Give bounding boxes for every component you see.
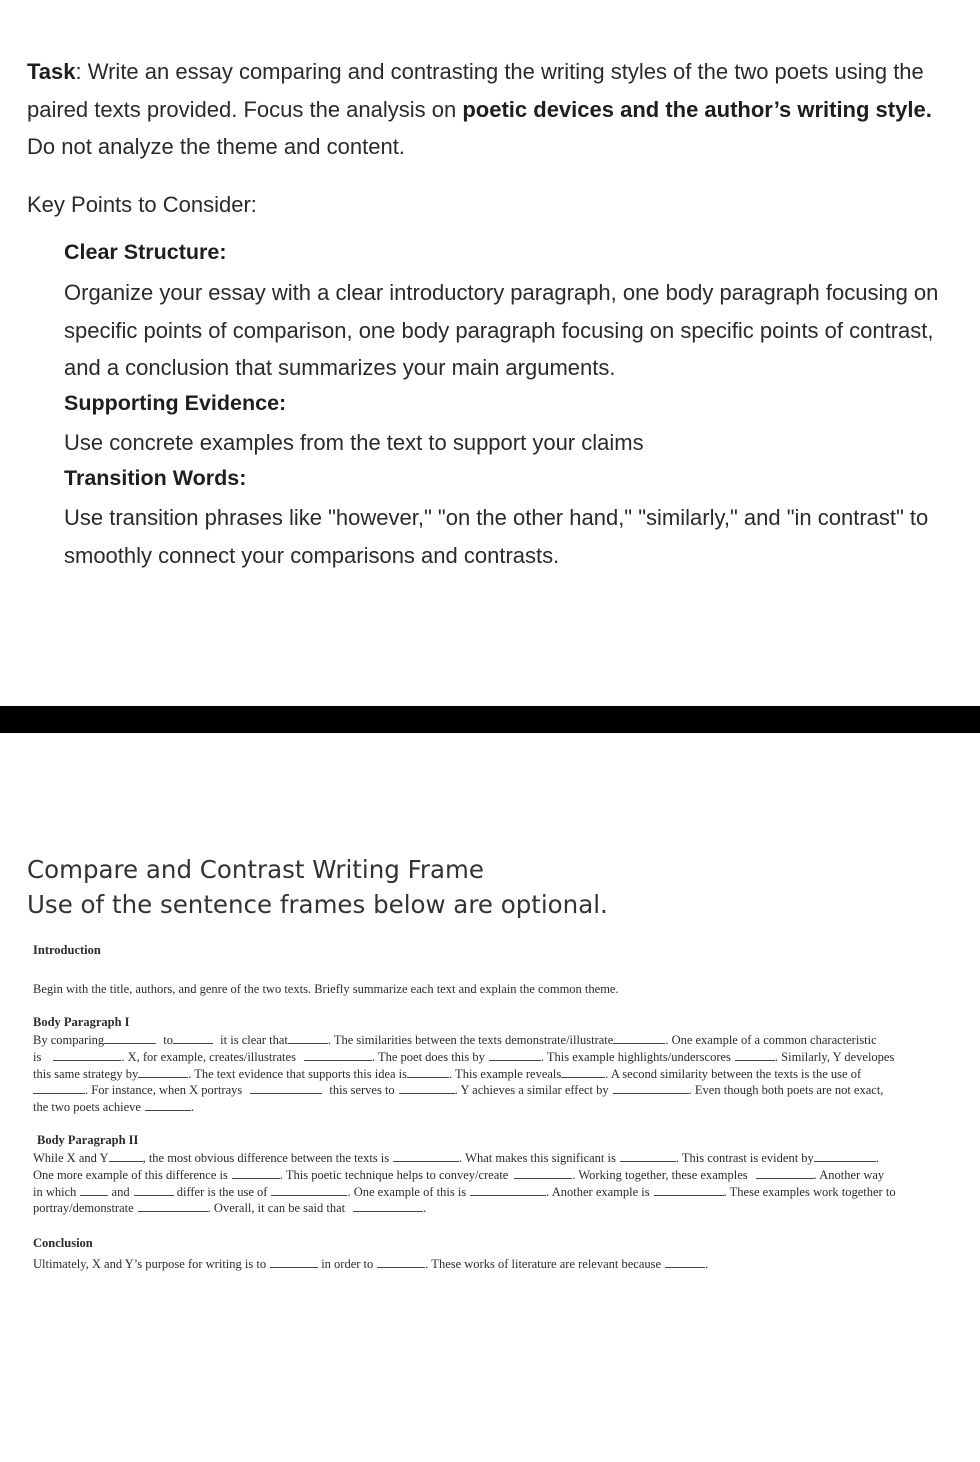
body2-line-4 <box>33 1200 968 1217</box>
task-label: Task <box>27 59 76 84</box>
blank-field[interactable] <box>654 1185 724 1196</box>
blank-field[interactable] <box>620 1151 676 1162</box>
frame-text: . This example highlights/underscores <box>540 1049 731 1064</box>
supporting-evidence-body: Use concrete examples from the text to support your claims <box>64 430 644 455</box>
blank-field[interactable] <box>304 1050 372 1061</box>
transition-words-body: Use transition phrases like "however," "on the other hand," "similarly," and "in contrast" to smoothly connect your comparisons and contrasts. <box>64 505 929 568</box>
frame-text: , the most obvious difference between the texts is <box>142 1151 390 1165</box>
blank-field[interactable] <box>814 1151 876 1162</box>
frame-text: in which <box>33 1184 77 1199</box>
frame-text: . One example of a common characteristic <box>665 1033 877 1047</box>
frame-text: it is clear that <box>220 1033 288 1047</box>
blank-field[interactable] <box>756 1168 814 1179</box>
page-divider <box>0 706 980 733</box>
frame-text: . These works of literature are relevant because <box>425 1257 662 1271</box>
body1-line-5 <box>33 1099 968 1116</box>
frame-text: . <box>705 1257 709 1271</box>
frame-text: . Another example is <box>546 1184 650 1199</box>
frame-text: differ is the use of <box>176 1184 268 1199</box>
body2-line-2 <box>33 1167 968 1184</box>
frame-text: . <box>875 1151 879 1165</box>
blank-field[interactable] <box>514 1168 572 1179</box>
frame-text: . Another way <box>813 1167 885 1182</box>
frame-text: . This contrast is evident by <box>675 1151 814 1165</box>
blank-field[interactable] <box>613 1033 665 1044</box>
blank-field[interactable] <box>270 1257 318 1268</box>
blank-field[interactable] <box>109 1151 143 1162</box>
blank-field[interactable] <box>104 1033 156 1044</box>
task-bold-focus: poetic devices and the author’s writing style. <box>462 96 932 122</box>
blank-field[interactable] <box>145 1100 191 1111</box>
transition-words-title: Transition Words: <box>64 466 247 490</box>
blank-field[interactable] <box>53 1050 121 1061</box>
frame-text: to <box>163 1033 174 1047</box>
clear-structure-body: Organize your essay with a clear introductory paragraph, one body paragraph focusing on specific points of comparison, one body paragraph focusing on specific points of contrast, and a conclusion that summarizes your main arguments. <box>64 280 939 380</box>
frame-text: . This poetic technique helps to convey/create <box>279 1167 509 1182</box>
blank-field[interactable] <box>138 1067 188 1078</box>
blank-field[interactable] <box>399 1083 455 1094</box>
body1-line-3 <box>33 1066 968 1083</box>
frame-text: . <box>423 1201 427 1216</box>
blank-field[interactable] <box>489 1050 541 1061</box>
blank-field[interactable] <box>407 1067 449 1078</box>
blank-field[interactable] <box>271 1185 347 1196</box>
body1-line-1 <box>33 1032 968 1049</box>
introduction-heading: Introduction <box>33 943 101 957</box>
blank-field[interactable] <box>561 1067 605 1078</box>
key-points-heading: Key Points to Consider: <box>27 192 257 217</box>
blank-field[interactable] <box>613 1083 689 1094</box>
frame-text: . Working together, these examples <box>572 1167 748 1182</box>
frame-text: . For instance, when X portrays <box>85 1083 243 1098</box>
blank-field[interactable] <box>138 1201 208 1212</box>
frame-text: By comparing <box>33 1033 105 1047</box>
frame-text: While X and Y <box>33 1151 109 1165</box>
supporting-evidence-title: Supporting Evidence: <box>64 391 287 415</box>
blank-field[interactable] <box>353 1201 423 1212</box>
frame-text: . Overall, it can be said that <box>207 1201 346 1216</box>
frame-text: . These examples work together to <box>723 1184 896 1199</box>
blank-field[interactable] <box>232 1168 280 1179</box>
frame-text: Ultimately, X and Y’s purpose for writing is to <box>33 1257 267 1271</box>
frame-text: . What makes this significant is <box>459 1151 616 1165</box>
body-paragraph-2-frame <box>33 1150 968 1217</box>
blank-field[interactable] <box>735 1050 775 1061</box>
task-paragraph <box>27 53 947 166</box>
blank-field[interactable] <box>250 1083 322 1094</box>
task-text-2: Do not analyze the theme and content. <box>27 134 405 159</box>
frame-text: . The text evidence that supports this idea is <box>188 1066 408 1081</box>
blank-field[interactable] <box>665 1257 705 1268</box>
body2-line-1 <box>33 1150 968 1167</box>
frame-text: is <box>33 1049 42 1064</box>
conclusion-heading: Conclusion <box>33 1236 93 1250</box>
body-paragraph-1-heading: Body Paragraph I <box>33 1015 130 1029</box>
blank-field[interactable] <box>288 1033 328 1044</box>
frame-text: in order to <box>321 1257 374 1271</box>
conclusion-line-1 <box>33 1256 968 1273</box>
task-text-1: : Write an essay comparing and contrasting the writing styles of the two poets using the paired texts provided. Focus the analysis on <box>27 59 924 122</box>
body-paragraph-1-frame <box>33 1032 968 1116</box>
frame-text: . Even though both poets are not exact, <box>688 1083 884 1098</box>
frame-text: One more example of this difference is <box>33 1167 228 1182</box>
frame-text: the two poets achieve <box>33 1100 141 1115</box>
frame-text: . One example of this is <box>347 1184 467 1199</box>
frame-text: this serves to <box>329 1083 395 1098</box>
frame-text: portray/demonstrate <box>33 1201 134 1216</box>
blank-field[interactable] <box>33 1083 85 1094</box>
frame-text: . <box>190 1100 195 1115</box>
blank-field[interactable] <box>80 1185 108 1196</box>
conclusion-frame <box>33 1256 968 1273</box>
frame-text: . The poet does this by <box>371 1049 485 1064</box>
body1-line-2 <box>33 1049 968 1066</box>
blank-field[interactable] <box>393 1151 459 1162</box>
frame-text: and <box>111 1184 130 1199</box>
frame-text: . This example reveals <box>449 1066 562 1081</box>
frame-text: . The similarities between the texts demonstrate/illustrate <box>327 1033 614 1047</box>
blank-field[interactable] <box>377 1257 425 1268</box>
frame-text: . Y achieves a similar effect by <box>454 1083 609 1098</box>
blank-field[interactable] <box>470 1185 546 1196</box>
frame-text: this same strategy by <box>33 1066 139 1081</box>
introduction-text: Begin with the title, authors, and genre of the two texts. Briefly summarize each text and explain the common theme. <box>33 982 619 996</box>
frame-subtitle: Use of the sentence frames below are optional. <box>27 890 608 919</box>
frame-text: . A second similarity between the texts is the use of <box>605 1066 862 1081</box>
frame-title-block <box>27 852 608 922</box>
frame-text: . Similarly, Y developes <box>774 1049 895 1064</box>
frame-title: Compare and Contrast Writing Frame <box>27 855 484 884</box>
frame-text: . X, for example, creates/illustrates <box>121 1049 296 1064</box>
blank-field[interactable] <box>173 1033 213 1044</box>
body2-line-3 <box>33 1184 968 1201</box>
clear-structure-title: Clear Structure: <box>64 240 227 264</box>
blank-field[interactable] <box>134 1185 174 1196</box>
body-paragraph-2-heading: Body Paragraph II <box>37 1133 139 1147</box>
body1-line-4 <box>33 1082 968 1099</box>
